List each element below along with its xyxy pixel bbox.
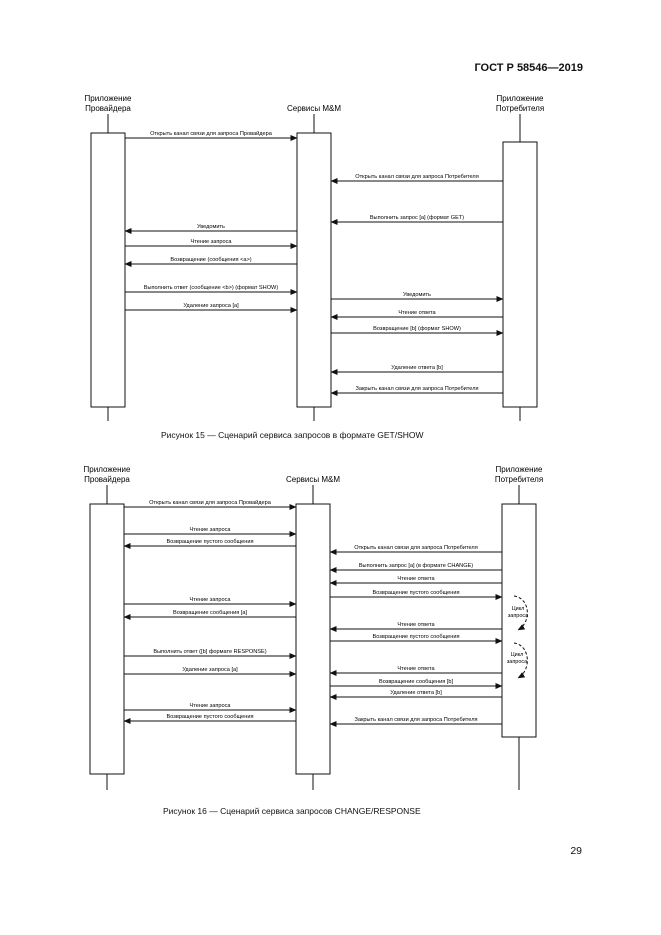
message-label: Возвращение пустого сообщения [372, 634, 460, 640]
message-label: Возвращение пустого сообщения [166, 714, 254, 720]
figure-16-sequence-diagram [84, 465, 544, 790]
message-label: Удаление запроса [a] [182, 667, 238, 673]
loop-label-line2: запроса [506, 659, 528, 665]
message-label: Чтение ответа [397, 576, 435, 582]
message-label: Чтение ответа [398, 310, 436, 316]
message-label: Открыть канал связи для запроса Потребителя [355, 174, 479, 180]
participant-consumer-label-line1: Приложение [495, 465, 543, 474]
message-label: Чтение запроса [190, 239, 232, 245]
message-label: Возвращение сообщения [b] [378, 679, 454, 685]
loop-label-line1: Цикл [510, 652, 524, 658]
message-label: Удаление ответа [b] [390, 690, 442, 696]
consumer-activation-bar [502, 504, 536, 737]
participant-services-label: Сервисы M&M [286, 104, 342, 113]
consumer-activation-bar [503, 142, 537, 407]
participant-provider-label-line1: Приложение [83, 465, 131, 474]
message-label: Уведомить [197, 224, 225, 230]
standard-designation: ГОСТ Р 58546—2019 [474, 62, 583, 74]
message-label: Выполнить ответ ([b] формате RESPONSE) [153, 649, 267, 655]
loop-label-line2: запроса [507, 613, 529, 619]
message-label: Выполнить запрос [a] (в формате CHANGE) [358, 563, 474, 569]
participant-provider-label-line2: Провайдера [85, 104, 131, 113]
message-label: Закрыть канал связи для запроса Потребителя [354, 717, 478, 723]
message-label: Возвращение (сообщения <a>) [170, 257, 252, 263]
participant-consumer-label-line2: Потребителя [495, 104, 545, 113]
provider-activation-bar [90, 504, 124, 774]
page-number: 29 [570, 845, 582, 857]
message-label: Открыть канал связи для запроса Потребителя [354, 545, 478, 551]
message-label: Открыть канал связи для запроса Провайдера [150, 131, 272, 137]
message-label: Уведомить [403, 292, 431, 298]
message-label: Возвращение [b] (формат SHOW) [373, 326, 461, 332]
participant-services-label: Сервисы M&M [285, 475, 341, 484]
services-activation-bar [297, 133, 331, 407]
participant-consumer-label-line2: Потребителя [494, 475, 544, 484]
figure-15-caption: Рисунок 15 — Сценарий сервиса запросов в формате GET/SHOW [161, 430, 424, 440]
message-label: Возвращение сообщения [a] [172, 610, 248, 616]
message-label: Удаление ответа [b] [391, 365, 443, 371]
participant-consumer-label-line1: Приложение [496, 94, 544, 103]
message-label: Чтение запроса [189, 597, 231, 603]
message-label: Выполнить ответ (сообщение <b>) (формат SHOW) [143, 285, 279, 291]
participant-provider-label-line1: Приложение [84, 94, 132, 103]
message-label: Открыть канал связи для запроса Провайдера [149, 500, 271, 506]
services-activation-bar [296, 504, 330, 774]
message-label: Чтение запроса [189, 703, 231, 709]
message-label: Чтение запроса [189, 527, 231, 533]
figure-15-sequence-diagram [85, 94, 545, 421]
message-label: Возвращение пустого сообщения [166, 539, 254, 545]
message-label: Удаление запроса [a] [183, 303, 239, 309]
figure-16-caption: Рисунок 16 — Сценарий сервиса запросов CHANGE/RESPONSE [163, 806, 421, 816]
message-label: Чтение ответа [397, 622, 435, 628]
message-label: Выполнить запрос [a] (формат GET) [369, 215, 465, 221]
message-label: Чтение ответа [397, 666, 435, 672]
loop-label-line1: Цикл [511, 606, 525, 612]
participant-provider-label-line2: Провайдера [84, 475, 130, 484]
provider-activation-bar [91, 133, 125, 407]
message-label: Возвращение пустого сообщения [372, 590, 460, 596]
message-label: Закрыть канал связи для запроса Потребителя [355, 386, 479, 392]
